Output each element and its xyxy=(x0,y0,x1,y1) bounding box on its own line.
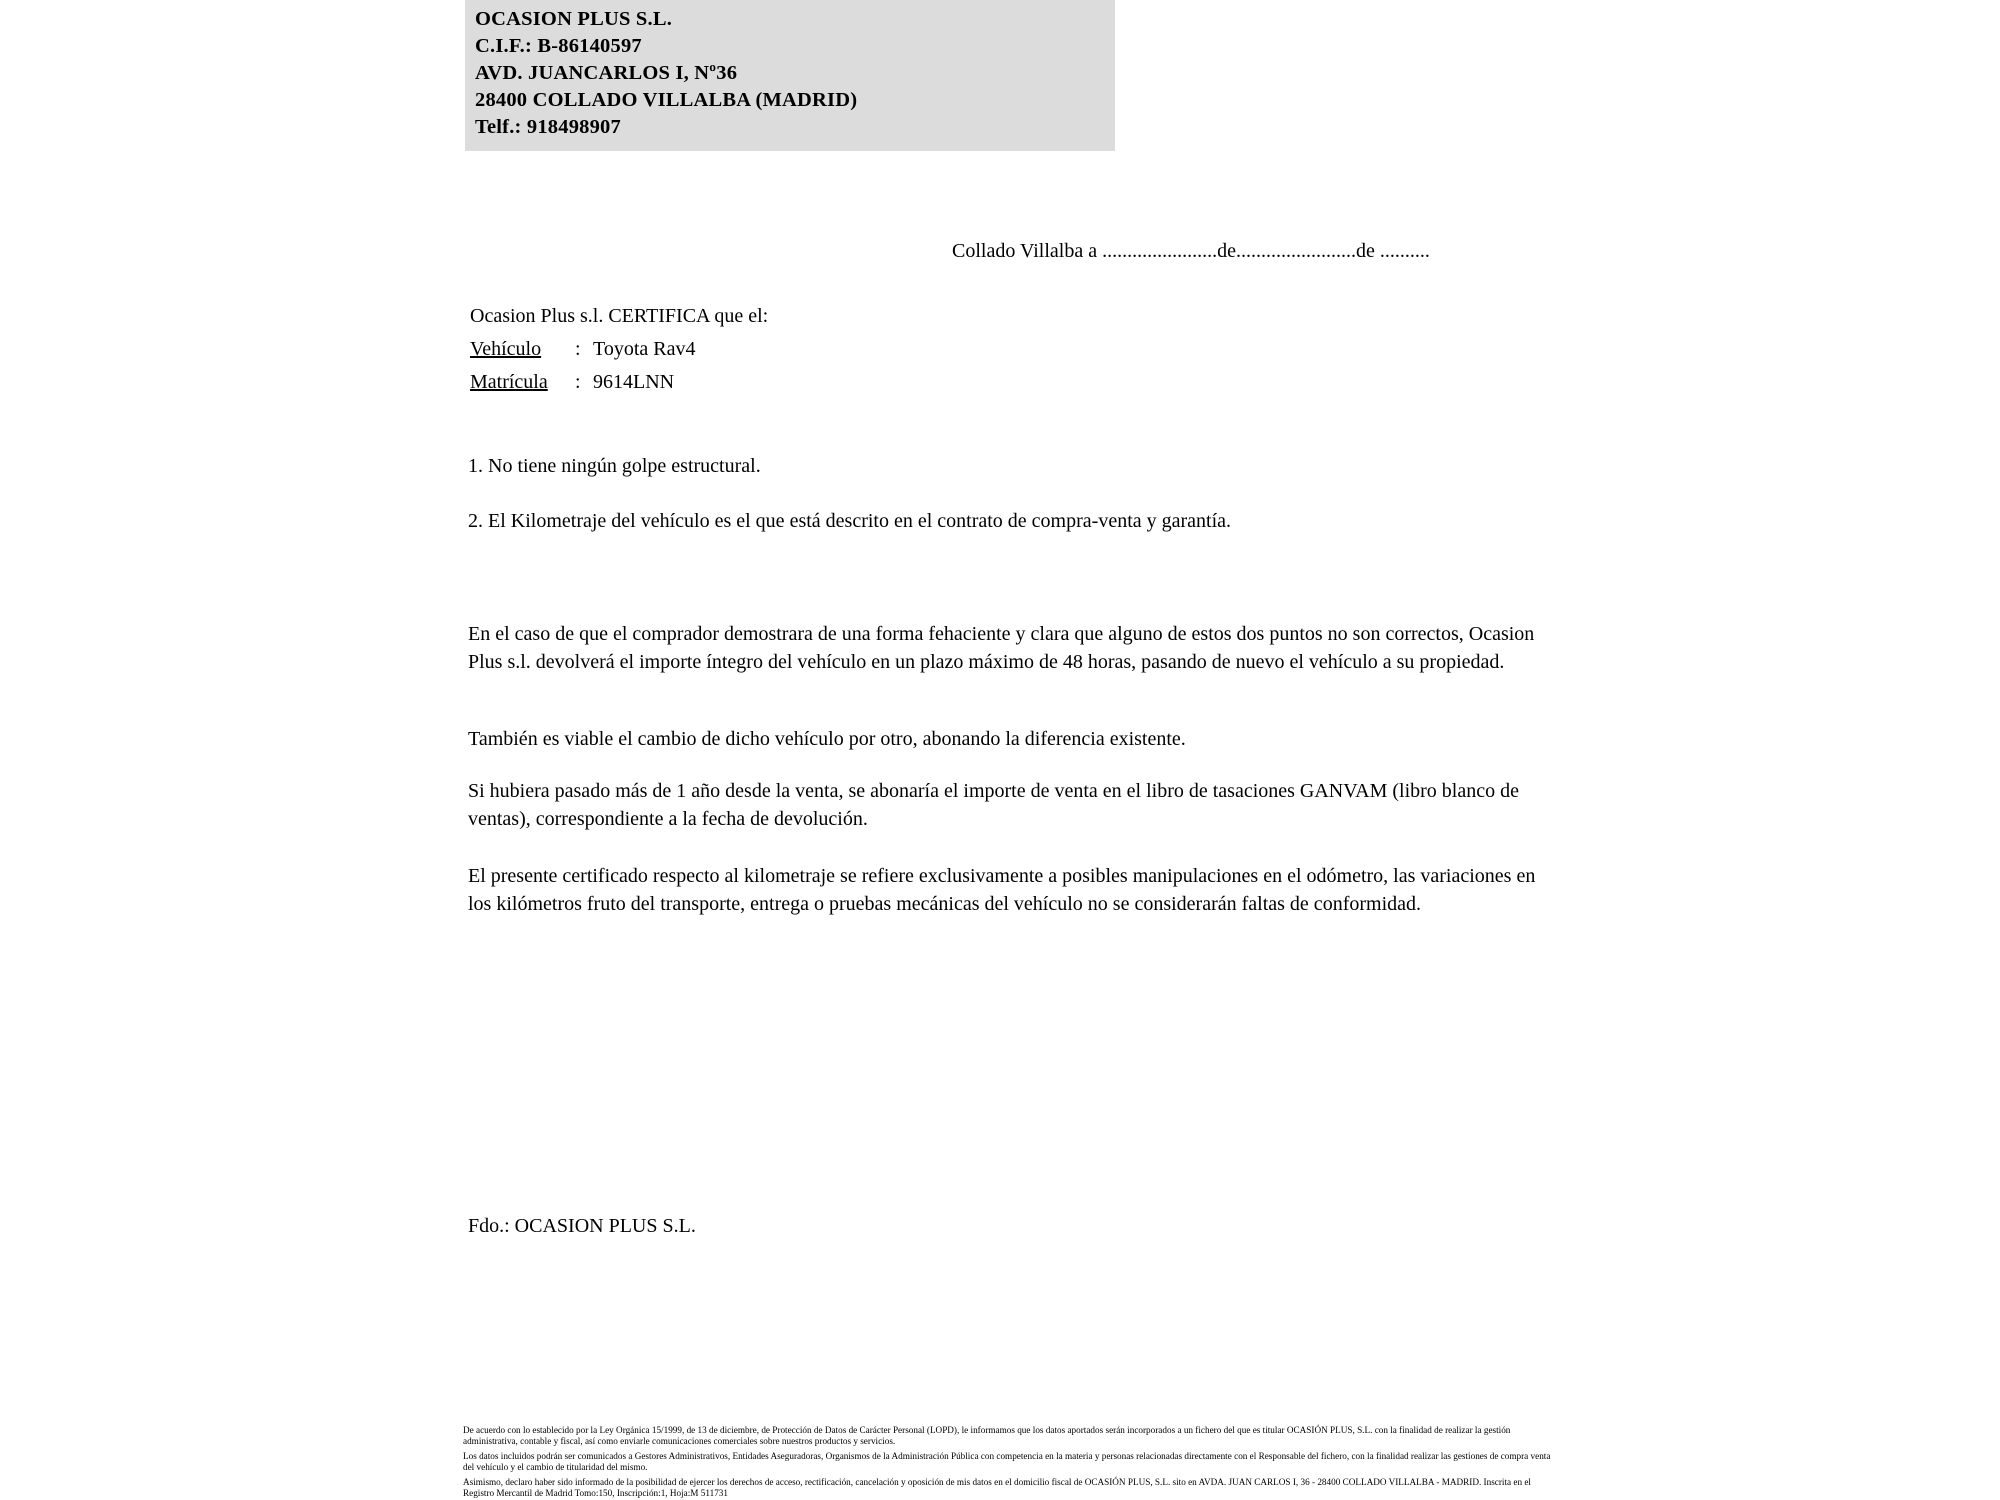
company-phone: Telf.: 918498907 xyxy=(475,116,621,138)
company-address: AVD. JUANCARLOS I, Nº36 xyxy=(475,62,738,84)
plate-value: 9614LNN xyxy=(593,371,675,393)
legal-paragraph-1: De acuerdo con lo establecido por la Ley Orgánica 15/1999, de 13 de diciembre, de Protección de Datos de Carácter Personal (LOPD), le informamos que los datos aportados serán incorporados a un fichero del que es titular OCASIÓN PLUS, S.L. con la finalidad de realizar la gestión administrativa, contable y fiscal, así como enviarle comunicaciones comerciales sobre nuestros productos y servicios. xyxy=(463,1425,1511,1447)
signature-line: Fdo.: OCASION PLUS S.L. xyxy=(468,1215,696,1237)
vehicle-value: Toyota Rav4 xyxy=(593,338,696,360)
letterhead-block xyxy=(465,0,1115,151)
vehicle-label: Vehículo xyxy=(470,338,542,360)
vehicle-row xyxy=(470,333,768,366)
certification-intro: Ocasion Plus s.l. CERTIFICA que el: xyxy=(470,305,769,327)
vehicle-separator: : xyxy=(575,338,581,360)
legal-footer xyxy=(463,1425,1563,1499)
company-name: OCASION PLUS S.L. xyxy=(475,8,673,30)
plate-row xyxy=(470,366,768,399)
body-paragraph-4: El presente certificado respecto al kilometraje se refiere exclusivamente a posibles manipulaciones en el odómetro, las variaciones en los kilómetros fruto del transporte, entrega o pruebas mecánicas del vehículo no se considerarán faltas de conformidad. xyxy=(468,865,1536,915)
legal-paragraph-2: Los datos incluidos podrán ser comunicados a Gestores Administrativos, Entidades Aseguradoras, Organismos de la Administración Pública con competencia en la materia y personas relacionadas directamente con el Responsable del fichero, con la finalidad realizar las gestiones de compra venta del vehículo y el cambio de titularidad del mismo. xyxy=(463,1450,1551,1473)
certified-point-2: 2. El Kilometraje del vehículo es el que está descrito en el contrato de compra-venta y garantía. xyxy=(468,510,1232,532)
company-cif: C.I.F.: B-86140597 xyxy=(475,35,642,57)
plate-label: Matrícula xyxy=(470,371,548,393)
certified-point-1: 1. No tiene ningún golpe estructural. xyxy=(468,455,761,477)
company-city: 28400 COLLADO VILLALBA (MADRID) xyxy=(475,89,858,111)
date-line: Collado Villalba a .......................de........................de .......... xyxy=(952,240,1430,262)
body-paragraph-3: Si hubiera pasado más de 1 año desde la venta, se abonaría el importe de venta en el libro de tasaciones GANVAM (libro blanco de ventas), correspondiente a la fecha de devolución. xyxy=(468,780,1519,830)
body-paragraph-2: También es viable el cambio de dicho vehículo por otro, abonando la diferencia existente. xyxy=(468,728,1186,750)
body-paragraph-1: En el caso de que el comprador demostrara de una forma fehaciente y clara que alguno de estos dos puntos no son correctos, Ocasion Plus s.l. devolverá el importe íntegro del vehículo en un plazo máximo de 48 horas, pasando de nuevo el vehículo a su propiedad. xyxy=(468,623,1535,673)
certification-block xyxy=(470,300,768,399)
plate-separator: : xyxy=(575,371,581,393)
legal-paragraph-3: Asimismo, declaro haber sido informado de la posibilidad de ejercer los derechos de acceso, rectificación, cancelación y oposición de mis datos en el domicilio fiscal de OCASIÓN PLUS, S.L. sito en AVDA. JUAN CARLOS I, 36 - 28400 COLLADO VILLALBA - MADRID. Inscrita en el Registro Mercantil de Madrid Tomo:150, Inscripción:1, Hoja:M 511731 xyxy=(463,1476,1531,1499)
